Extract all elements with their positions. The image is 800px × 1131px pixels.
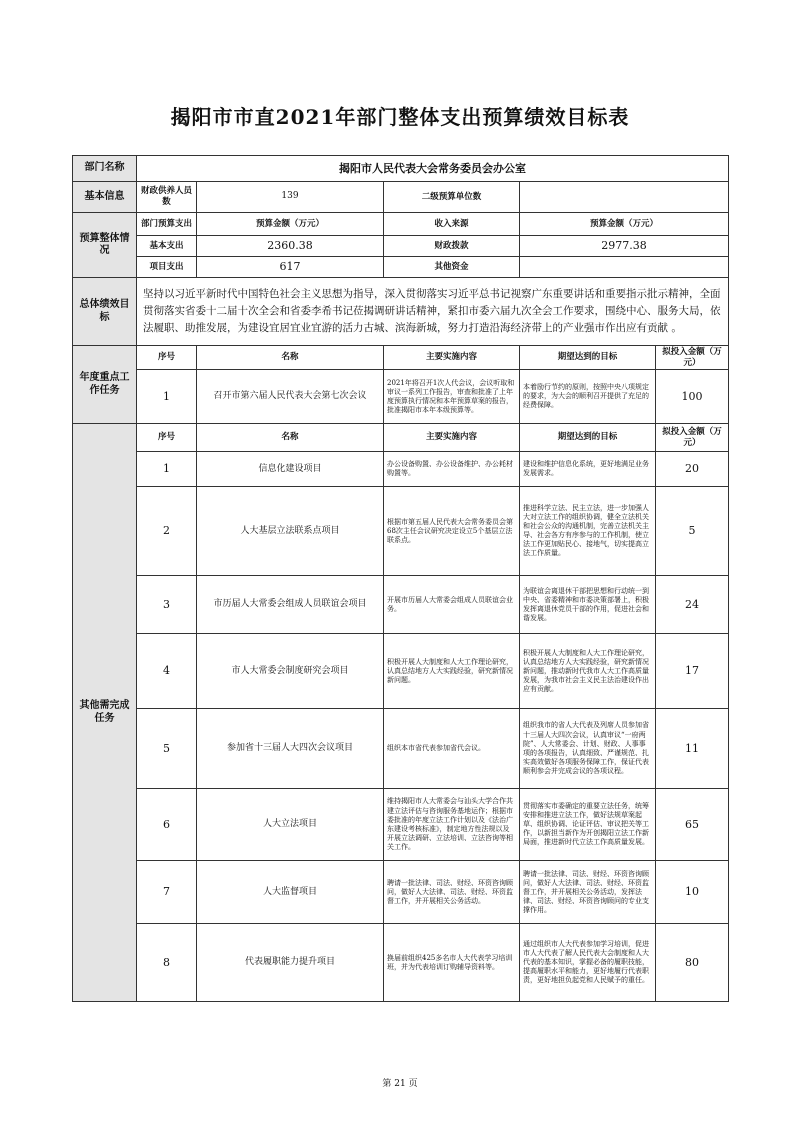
row-no: 8 [137,924,197,1002]
dept-value: 揭阳市人民代表大会常务委员会办公室 [137,156,729,182]
row-amount: 24 [656,576,729,634]
row-target: 为联谊会离退休干部把思想和行动统一到中央、省委精神和市委决策部署上，积极发挥离退休党员干部的作用，促进社会和谐发展。 [520,576,656,634]
row-name: 人大立法项目 [197,789,384,861]
row-target: 通过组织市人大代表参加学习培训，促进市人大代表了解人民代表大会制度和人大代表的基本知识，掌握必备的履职技能，提高履职水平和能力，更好地履行代表职责，更好地担负起党和人民赋予的重任。 [520,924,656,1002]
row-content: 2021年将召开1次人代会议，会议听取和审议一系列工作报告，审查和批准了上年度预算执行情况和本年预算草案的报告，批准揭阳市本年本级预算等。 [384,370,520,424]
row-target: 推进科学立法、民主立法，进一步加强人大对立法工作的组织协调，健全立法机关和社会公众的沟通机制，完善立法机关主导、社会各方有序参与的工作机制，使立法工作更加贴民心、接地气，切实提高立法工作质量。 [520,487,656,576]
basic-exp-value: 2360.38 [197,236,384,257]
other-header-content: 主要实施内容 [384,424,520,452]
annual-header-name: 名称 [197,346,384,370]
row-no: 3 [137,576,197,634]
row-no: 1 [137,370,197,424]
dept-row [73,156,729,182]
table-row [73,789,729,861]
other-header-amount: 拟投入金额（万元） [656,424,729,452]
other-header-row [73,424,729,452]
row-name: 召开市第六届人民代表大会第七次会议 [197,370,384,424]
row-name: 人大基层立法联系点项目 [197,487,384,576]
budget-header-row [73,213,729,236]
dept-label: 部门名称 [73,156,137,182]
annual-label: 年度重点工作任务 [73,346,137,424]
row-amount: 20 [656,452,729,487]
table-row [73,861,729,924]
table-row [73,452,729,487]
basic-expend-row [73,236,729,257]
row-no: 1 [137,452,197,487]
row-no: 7 [137,861,197,924]
row-no: 5 [137,709,197,789]
annual-header-target: 期望达到的目标 [520,346,656,370]
row-content: 开展市历届人大常委会组成人员联谊会业务。 [384,576,520,634]
income-label: 收入来源 [384,213,520,236]
goal-text: 坚持以习近平新时代中国特色社会主义思想为指导，深入贯彻落实习近平总书记视察广东重要讲话和重要指示批示精神，全面贯彻落实省委十二届十次全会和省委李希书记莅揭调研讲话精神，紧扣市委六届九次全会工作要求，围绕中心、服务大局，依法履职、助推发展，为建设宜居宜业宜游的活力古城、滨海新城，努力打造沿海经济带上的产业强市作出应有贡献 。 [137,278,729,346]
table-row [73,634,729,709]
row-name: 市人大常委会制度研究会项目 [197,634,384,709]
row-name: 代表履职能力提升项目 [197,924,384,1002]
table-row [73,576,729,634]
other-funds-value [520,257,729,278]
other-header-target: 期望达到的目标 [520,424,656,452]
basic-row [73,182,729,213]
row-content: 积极开展人大制度和人大工作理论研究，认真总结地方人大实践经验，研究新情况新问题。 [384,634,520,709]
row-amount: 65 [656,789,729,861]
table-row [73,370,729,424]
page-title: 揭阳市市直2021年部门整体支出预算绩效目标表 [170,105,630,129]
basic-exp-label: 基本支出 [137,236,197,257]
row-target: 聘请一批法律、司法、财经、环资咨询顾问，做好人大法律、司法、财经、环资监督工作，并开展相关公务活动，发挥法律、司法、财经、环资咨询顾问的专业支撑作用。 [520,861,656,924]
expend-header: 预算金额（万元） [197,213,384,236]
fiscal-value: 2977.38 [520,236,729,257]
row-content: 办公设备购置、办公设备维护、办公耗材购置等。 [384,452,520,487]
other-header-name: 名称 [197,424,384,452]
row-content: 聘请一批法律、司法、财经、环资咨询顾问，做好人大法律、司法、财经、环资监督工作，并开展相关公务活动。 [384,861,520,924]
row-no: 6 [137,789,197,861]
other-funds-label: 其他资金 [384,257,520,278]
row-name: 人大监督项目 [197,861,384,924]
row-amount: 5 [656,487,729,576]
row-content: 维持揭阳市人大常委会与汕头大学合作共建立法评估与咨询服务基地运作；根据市委批准的年度立法工作计划以及《法治广东建设考核标准》，制定地方性法规以及开展立法调研、立法培训、立法咨询等相关工作。 [384,789,520,861]
unit-label: 二级预算单位数 [384,182,520,213]
annual-header-content: 主要实施内容 [384,346,520,370]
expend-label: 部门预算支出 [137,213,197,236]
row-target: 本着励行节约的原则，按照中央八项规定的要求，为大会的顺利召开提供了充足的经费保障。 [520,370,656,424]
project-exp-value: 617 [197,257,384,278]
budget-label: 预算整体情况 [73,213,137,278]
row-target: 建设和维护信息化系统，更好地满足业务发展需求。 [520,452,656,487]
annual-header-no: 序号 [137,346,197,370]
other-header-no: 序号 [137,424,197,452]
row-target: 贯彻落实市委确定的重要立法任务，统筹安排和推进立法工作，做好法规草案起草、组织协调、论证评估、审议把关等工作，以新担当新作为开创揭阳立法工作新局面，推进新时代立法工作高质量发展。 [520,789,656,861]
basic-label: 基本信息 [73,182,137,213]
annual-header-amount: 拟投入金额（万元） [656,346,729,370]
row-target: 组织我市的省人大代表及列席人员参加省十三届人大四次会议，认真审议“一府两院”、人大常委会、计划、财政、人事事项的各项报告，认真细致、严谨规范、扎实高效做好各项服务保障工作，保证代表顺利参会并完成会议的各项议程。 [520,709,656,789]
table-row [73,709,729,789]
staff-value: 139 [197,182,384,213]
row-amount: 11 [656,709,729,789]
annual-header-row [73,346,729,370]
row-content: 根据市第五届人民代表大会常务委员会第68次主任会议研究决定设立5个基层立法联系点。 [384,487,520,576]
other-label: 其他需完成任务 [73,424,137,1002]
project-exp-label: 项目支出 [137,257,197,278]
row-amount: 17 [656,634,729,709]
staff-label: 财政供养人员数 [137,182,197,213]
row-amount: 80 [656,924,729,1002]
table-row [73,924,729,1002]
page-number: 第 21 页 [382,1079,418,1089]
goal-label: 总体绩效目标 [73,278,137,346]
project-expend-row [73,257,729,278]
row-target: 积极开展人大制度和人大工作理论研究，认真总结地方人大实践经验，研究新情况新问题，推动新时代我市人大工作高质量发展，为我市社会主义民主法治建设作出应有贡献。 [520,634,656,709]
row-amount: 100 [656,370,729,424]
row-name: 信息化建设项目 [197,452,384,487]
table-row [73,487,729,576]
row-no: 4 [137,634,197,709]
goal-row [73,278,729,346]
unit-value [520,182,729,213]
performance-table [72,155,729,1002]
fiscal-label: 财政拨款 [384,236,520,257]
row-name: 市历届人大常委会组成人员联谊会项目 [197,576,384,634]
income-header: 预算金额（万元） [520,213,729,236]
row-content: 换届前组织425多名市人大代表学习培训班，并为代表培训订购辅导资料等。 [384,924,520,1002]
row-no: 2 [137,487,197,576]
row-content: 组织本市省代表参加省代会议。 [384,709,520,789]
row-amount: 10 [656,861,729,924]
row-name: 参加省十三届人大四次会议项目 [197,709,384,789]
